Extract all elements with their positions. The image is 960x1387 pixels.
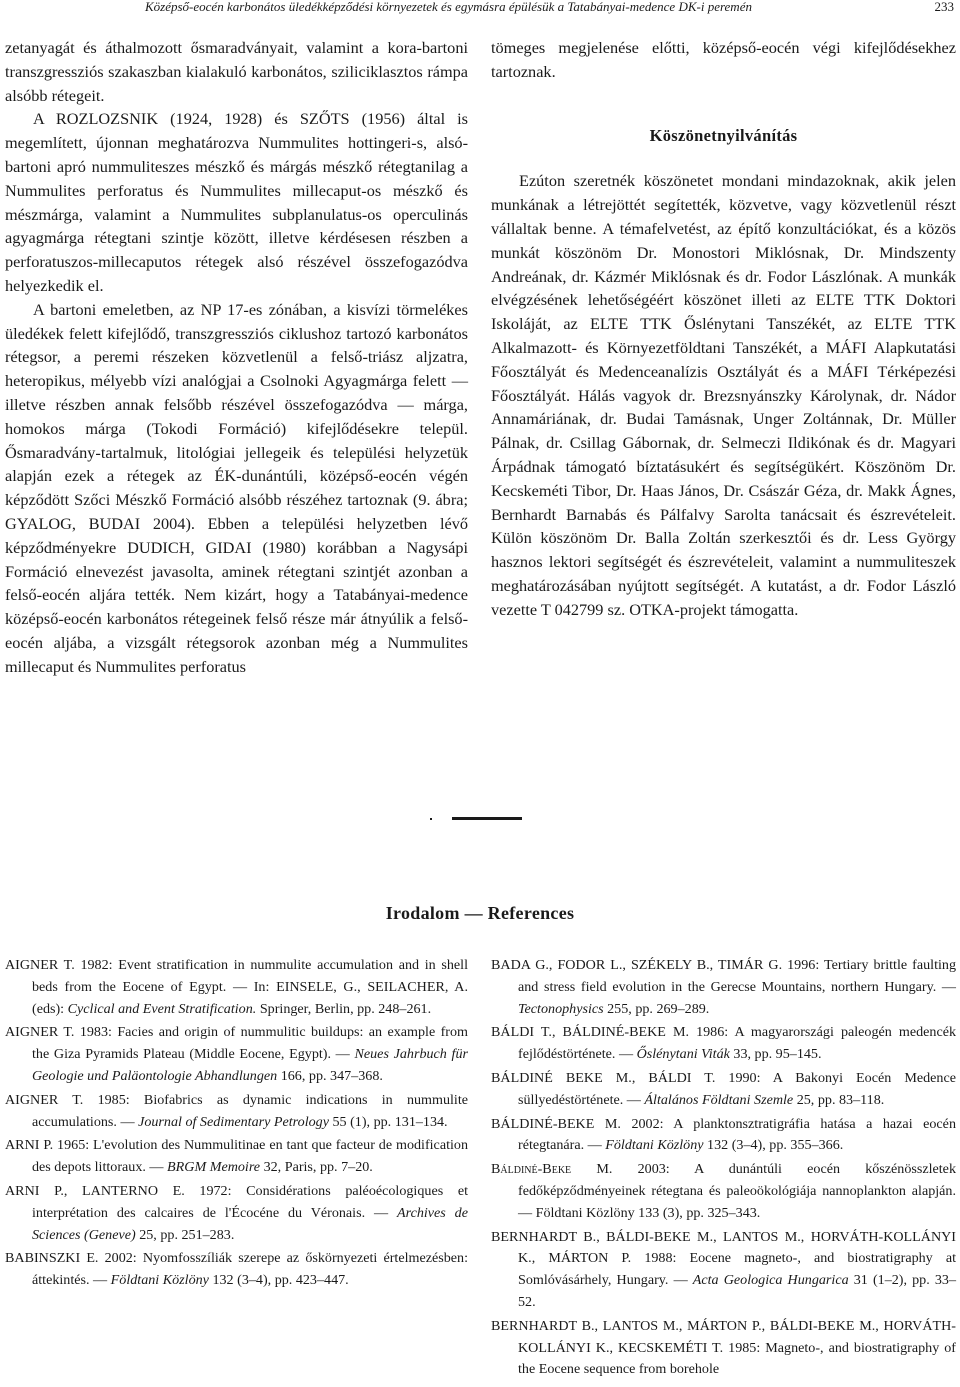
reference-pages: 166, pp. 347–368. — [277, 1067, 383, 1084]
right-column — [491, 36, 956, 622]
reference-authors: AIGNER T. — [5, 1091, 84, 1108]
reference-text: 1983: Facies and origin of nummulitic buildups: an example from the Giza Pyramids Plateau (Middle Eocene, Egypt). — — [32, 1024, 468, 1063]
reference-entry — [491, 1316, 956, 1381]
reference-pages: 132 (3–4), pp. 423–447. — [208, 1272, 349, 1289]
reference-authors: BÁLDINÉ-BEKE M. — [491, 1115, 621, 1132]
reference-text: 1990: A Bakonyi Eocén Medence süllyedéstörténete. — — [518, 1069, 956, 1108]
reference-source: Journal of Sedimentary Petrology — [138, 1113, 329, 1130]
reference-text: 1986: A magyarországi paleogén medencék fejlődéstörténete. — — [518, 1024, 957, 1063]
reference-entry — [5, 1248, 468, 1292]
reference-pages: 55 (1), pp. 131–134. — [328, 1113, 448, 1130]
reference-source: BRGM Memoire — [167, 1159, 261, 1176]
reference-authors: ARNI P., LANTERNO E. — [5, 1182, 185, 1199]
reference-pages: 255, pp. 269–289. — [603, 1000, 710, 1017]
reference-source: Földtani Közlöny — [110, 1272, 209, 1289]
reference-authors: AIGNER T. — [5, 1024, 75, 1041]
reference-text: 2002: A planktonsztratigráfia hatása a hazai eocén rétegtanára. — — [518, 1115, 956, 1154]
reference-authors: BÁLDINÉ BEKE M., BÁLDI T. — [491, 1069, 716, 1086]
reference-entry — [491, 1227, 956, 1314]
reference-pages: 25, pp. 251–283. — [135, 1226, 235, 1243]
reference-entry — [5, 1022, 468, 1087]
reference-source: Földtani Közlöny — [605, 1137, 704, 1154]
reference-authors: BADA G., FODOR L., SZÉKELY B., TIMÁR G. — [491, 957, 783, 973]
reference-authors: BERNHARDT B., LANTOS M., MÁRTON P., BÁLDI-BEKE M., HORVÁTH-KOLLÁNYI K., KECSKEMÉTI T. — [491, 1317, 956, 1356]
reference-pages: Springer, Berlin, pp. 248–261. — [256, 1000, 432, 1017]
separator-dot — [430, 818, 432, 820]
reference-text: 1965: L'evolution des Nummulitinae en tant que facteur de modification des depots littoraux. — — [32, 1137, 468, 1176]
reference-authors: BÁLDI T., BÁLDINÉ-BEKE M. — [491, 1024, 689, 1041]
reference-source: Acta Geologica Hungarica — [692, 1272, 849, 1289]
reference-source: Neues Jahrbuch für Geologie und Paläontologie Abhandlungen — [32, 1046, 468, 1084]
references-left — [5, 955, 468, 1294]
page-number: 233 — [934, 0, 954, 14]
reference-pages: 32, Paris, pp. 7–20. — [260, 1159, 373, 1176]
paragraph-bartoni: A bartoni emeletben, az NP 17-es zónában, a kisvízi törmelékes üledékek felett kifejlődő, transzgressziós ciklushoz tartozó karbonátos rétegsor, a peremi részeken közvetlenül a felső-triász aljzatra, heteropikus, mélyebb vízi analógjai a Csolnoki Agyagmárga felett — illetve részben annak felsőbb részével összefogazódva — márga, homokos márga (Tokodi Formáció) kifejlődésekre települ. Ősmaradvány-tartalmuk, litológiai jellegeik és települési helyzetük alapján ezek a rétegek az ÉK-dunántúli, középső-eocén végén képződött Szőci Mészkő Formáció alsóbb részéhez tartoznak (9. ábra; GYALOG, BUDAI 2004). Ebben a települési helyzetben lévő képződményekre DUDICH, GIDAI (1980) korábban a Nagysápi Formáció elnevezést javasolta, aminek rétegtani szintjét azonban a felső-eocén aljára tették. Nem kizárt, hogy a Tatabányai-medence középső-eocén karbonátos rétegeinek felső része már átnyúlik a felső-eocén aljába, a vizsgált rétegsorok azonban még a Nummulites millecaput és Nummulites perforatus — [5, 299, 468, 676]
reference-source: Cyclical and Event Stratification. — [67, 1000, 257, 1017]
reference-entry — [491, 1068, 956, 1112]
reference-authors: ARNI P. — [5, 1137, 54, 1154]
reference-entry — [5, 1135, 468, 1179]
running-title: Középső-eocén karbonátos üledékképződési környezetek és egymásra épülésük a Tatabányai-medence DK-i peremén — [145, 0, 752, 14]
references-right — [491, 955, 956, 1383]
reference-source: Őslénytani Viták — [636, 1046, 730, 1063]
reference-text: 1988: Eocene magneto-, and biostratigraphy at Somlóvásárhely, Hungary. — — [518, 1250, 957, 1289]
reference-pages: 31 (1–2), pp. 33–52. — [518, 1272, 956, 1310]
reference-authors: AIGNER T. — [5, 957, 75, 973]
reference-pages: 132 (3–4), pp. 355–366. — [703, 1137, 844, 1154]
reference-text: 1982: Event stratification in nummulite accumulation and in shell beds from the Eocene of Egypt. — In: EINSELE, G., SEILACHER, A. (eds): — [32, 957, 469, 1017]
reference-text: 1985: Biofabrics as dynamic indications in nummulite accumulations. — — [32, 1091, 469, 1130]
separator-bar — [452, 817, 522, 820]
reference-source: Tectonophysics — [518, 1000, 604, 1017]
reference-pages: 25, pp. 83–118. — [793, 1091, 885, 1108]
paragraph-rozlozsnik: A ROZLOZSNIK (1924, 1928) és SZŐTS (1956) által is megemlített, újonnan meghatározva Nummulites hottingeri-s, alsó-bartoni apró nummuliteszes mészkő és márgás mészkő rétegtanilag a Nummulites perforatus és Nummulites millecaput-os mészkő és mészmárga, valamint a Nummulites subplanulatus-os operculinás agyagmárga rétegtani szintje között, illetve kérdésesen részben a perforatuszos-millecaputos rétegek alsó részével összefogazódva helyezkedik el. — [5, 109, 468, 295]
acknowledgements-text: Ezúton szeretnék köszönetet mondani mindazoknak, akik jelen munkának a létrejöttét segítették, közvetve, vagy közvetlenül részt vállaltak benne. A témafelvetést, az építő konzultációkat, és a közös munkát köszönöm Dr. Monostori Miklósnak, Dr. Mindszenty Andreának, dr. Kázmér Miklósnak és dr. Fodor Lászlónak. A munkák elvégzésének lehetőségéért köszönet illeti az ELTE TTK Doktori Iskoláját, az ELTE TTK Őslénytani Tanszékét, az ELTE TTK Alkalmazott- és Környezetföldtani Tanszékét, a MÁFI Alapkutatási Főosztályát és Medenceanalízis Osztályát és a MÁFI Térképezési Főosztályát. Hálás vagyok dr. Brezsnyánszky Károlynak, dr. Nádor Annamáriának, dr. Budai Tamásnak, Unger Zoltánnak, Dr. Müller Pálnak, dr. Csillag Gábornak, dr. Selmeczi Ildikónak és dr. Magyari Árpádnak támogató bíztatásukért és segítségükért. Köszönöm Dr. Kecskeméti Tibor, Dr. Haas János, Dr. Császár Géza, dr. Makk Ágnes, Bernhardt Barnabás és Pálfalvy Sarolta tanácsait és észrevételeit. Külön köszönöm Dr. Balla Zoltán szerkesztői és dr. Less György hasznos lektori segítségét és észrevételeit, valamint a nummuliteszek meghatározásában nyújtott segítségét. A kutatást, a dr. Fodor László vezette T 042799 sz. OTKA-projekt támogatta. — [491, 171, 956, 619]
acknowledgements-heading: Köszönetnyilvánítás — [649, 125, 798, 145]
reference-entry — [5, 1181, 468, 1246]
reference-entry — [5, 1090, 468, 1134]
reference-text: 2003: A dunántúli eocén kőszénösszletek fedőképződményeinek rétegtana és paleoökológiája nannoplankton alapján. — Földtani Közlöny 133 (3), pp. 325–343. — [518, 1161, 956, 1221]
reference-authors: BABINSZKI E. — [5, 1250, 99, 1267]
left-column — [5, 36, 468, 679]
reference-entry — [5, 955, 468, 1020]
reference-text: 2002: Nyomfosszíliák szerepe az őskörnyezeti értelmezésben: áttekintés. — — [32, 1250, 468, 1289]
reference-authors: BERNHARDT B., BÁLDI-BEKE M., LANTOS M., HORVÁTH-KOLLÁNYI K., MÁRTON P. — [491, 1228, 956, 1267]
section-separator — [430, 815, 530, 823]
reference-entry — [491, 1114, 956, 1158]
reference-source: Általános Földtani Szemle — [644, 1091, 794, 1108]
reference-text: 1996: Tertiary brittle faulting and stress field evolution in the Gerecse Mountains, northern Hungary. — — [518, 957, 956, 995]
reference-text: 1972: Considérations paléoécologiques et interprétation des calcaires de l'Écocéne du Véronais. — — [32, 1182, 468, 1221]
reference-source: Archives de Sciences (Geneve) — [32, 1204, 468, 1243]
reference-pages: 33, pp. 95–145. — [729, 1046, 822, 1063]
reference-text: 1985: Magneto-, and biostratigraphy of the Eocene sequence from borehole — [518, 1339, 957, 1378]
running-head — [0, 0, 960, 22]
paragraph-continuation: zetanyagát és áthalmozott ősmaradványait, valamint a kora-bartoni transzgressziós szakaszban kialakuló karbonátos, sziliciklasztos rámpa alsóbb rétegeit. — [5, 38, 468, 105]
reference-authors: Báldiné-Beke M. — [491, 1161, 613, 1178]
reference-entry — [491, 1022, 956, 1066]
paragraph-continuation-right: tömeges megjelenése előtti, középső-eocén végi kifejlődésekhez tartoznak. — [491, 38, 956, 81]
references-heading: Irodalom — References — [385, 903, 575, 923]
reference-entry — [491, 1159, 956, 1224]
reference-entry — [491, 955, 956, 1020]
